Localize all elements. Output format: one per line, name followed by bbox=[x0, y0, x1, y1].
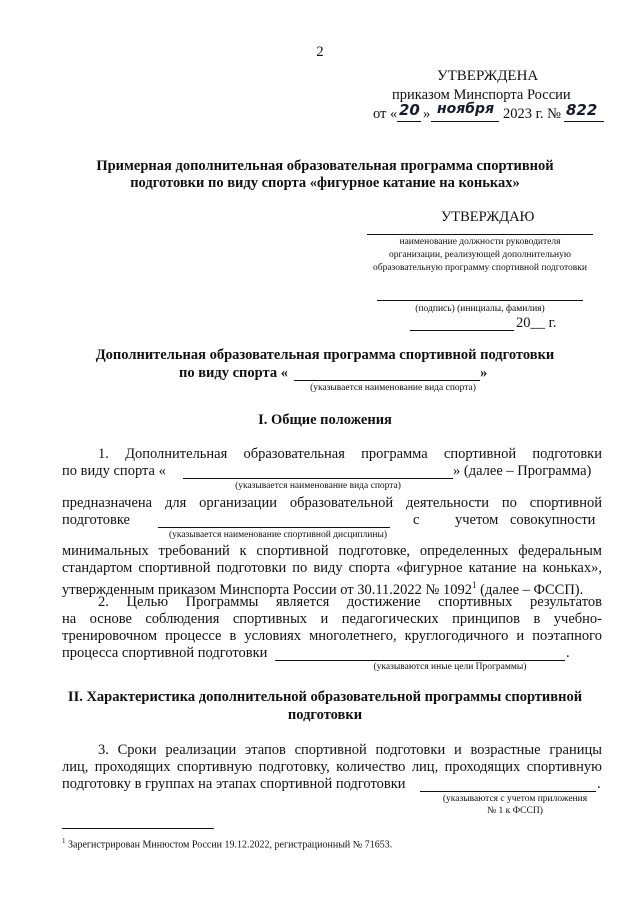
month-underline bbox=[431, 121, 499, 122]
p1-line4-b: с bbox=[413, 512, 420, 528]
page-number: 2 bbox=[316, 44, 324, 60]
p2-line1: 2. Целью Программы является достижение спортивных результатов bbox=[98, 594, 602, 610]
p3-caption-2: № 1 к ФССП) bbox=[487, 806, 543, 816]
signature-caption: (подпись) (инициалы, фамилия) bbox=[415, 304, 545, 314]
number-underline bbox=[564, 121, 604, 122]
p1-discipline-caption: (указывается наименование спортивной дисциплины) bbox=[168, 530, 388, 540]
approval-order: приказом Минспорта России bbox=[392, 87, 571, 103]
approval-year: 2023 г. № bbox=[503, 106, 562, 122]
p1-line7-b: (далее – ФССП). bbox=[476, 581, 584, 598]
p3-caption-1: (указываются с учетом приложения bbox=[442, 794, 588, 804]
footnote bbox=[62, 836, 392, 850]
position-line bbox=[367, 234, 593, 235]
p1-sport-line bbox=[183, 478, 453, 479]
approval-quote-close: » bbox=[423, 106, 431, 122]
p3-line2: лиц, проходящих спортивную подготовку, количество лиц, проходящих спортивную bbox=[62, 759, 602, 775]
sport-name-line bbox=[294, 380, 480, 381]
p1-line4-a: подготовке bbox=[62, 512, 130, 528]
handwritten-day: 20 bbox=[399, 101, 420, 119]
p1-line2-suffix: » (далее – Программа) bbox=[453, 463, 592, 479]
date-line bbox=[410, 330, 514, 331]
p2-goals-line bbox=[275, 660, 565, 661]
p1-line5: минимальных требований к спортивной подготовке, определенных федеральным bbox=[62, 543, 602, 559]
approve-title: УТВЕРЖДАЮ bbox=[441, 209, 535, 225]
position-caption-1: наименование должности руководителя bbox=[399, 237, 561, 247]
handwritten-number: 822 bbox=[566, 101, 598, 119]
program-title-line2: подготовки по виду спорта «фигурное катание на коньках» bbox=[130, 175, 520, 191]
section2-title-line1: II. Характеристика дополнительной образовательной программы спортивной bbox=[67, 689, 583, 705]
date-year: 20__ г. bbox=[516, 315, 557, 331]
p2-line4: процесса спортивной подготовки bbox=[62, 645, 268, 661]
p1-line6: стандартом спортивной подготовки по виду спорта «фигурное катание на коньках», bbox=[62, 560, 602, 576]
p1-line2-prefix: по виду спорта « bbox=[62, 463, 166, 479]
p2-line3: тренировочном процессе в условиях многолетнего, круглогодичного и поэтапного bbox=[62, 628, 602, 644]
footnote-mark: 1 bbox=[62, 837, 66, 845]
section1-title: I. Общие положения bbox=[258, 412, 392, 428]
sport-name-caption: (указывается наименование вида спорта) bbox=[310, 383, 476, 393]
p1-line3: предназначена для организации образовательной деятельности по спортивной bbox=[62, 495, 602, 511]
program-heading-line1: Дополнительная образовательная программа спортивной подготовки bbox=[95, 347, 555, 363]
p3-line3: подготовку в группах на этапах спортивной подготовки bbox=[62, 776, 406, 792]
p1-discipline-line bbox=[158, 527, 390, 528]
footnote-ref: 1 bbox=[472, 580, 477, 590]
p3-details-line bbox=[420, 791, 596, 792]
program-heading-suffix: » bbox=[480, 365, 488, 381]
approval-date-prefix: от « bbox=[373, 106, 398, 122]
p1-line4-d: совокупности bbox=[510, 512, 596, 528]
p1-line7-a: утвержденным приказом Минспорта России от 30.11.2022 № 1092 bbox=[62, 581, 473, 598]
day-underline bbox=[397, 121, 421, 122]
section2-title-line2: подготовки bbox=[287, 707, 363, 723]
program-heading-prefix: по виду спорта « bbox=[179, 365, 288, 381]
footnote-separator bbox=[62, 828, 214, 829]
signature-line bbox=[377, 300, 583, 301]
p1-sport-caption: (указывается наименование вида спорта) bbox=[235, 481, 401, 491]
p3-line3-end: . bbox=[597, 776, 601, 792]
handwritten-month: ноября bbox=[437, 101, 495, 117]
p1-line1: 1. Дополнительная образовательная программа спортивной подготовки bbox=[98, 446, 602, 462]
p3-line1: 3. Сроки реализации этапов спортивной подготовки и возрастные границы bbox=[98, 742, 602, 758]
position-caption-3: образовательную программу спортивной подготовки bbox=[372, 263, 587, 273]
p2-goals-caption: (указываются иные цели Программы) bbox=[373, 662, 527, 672]
approval-title: УТВЕРЖДЕНА bbox=[437, 68, 539, 84]
p2-line2: на основе соблюдения спортивных и педагогических принципов в учебно- bbox=[62, 611, 602, 627]
program-title-line1: Примерная дополнительная образовательная программа спортивной bbox=[96, 158, 554, 174]
p1-line4-c: учетом bbox=[455, 512, 499, 528]
position-caption-2: организации, реализующей дополнительную bbox=[389, 250, 571, 260]
footnote-text: Зарегистрирован Минюстом России 19.12.2022, регистрационный № 71653. bbox=[65, 839, 393, 851]
p2-line4-end: . bbox=[566, 645, 570, 661]
